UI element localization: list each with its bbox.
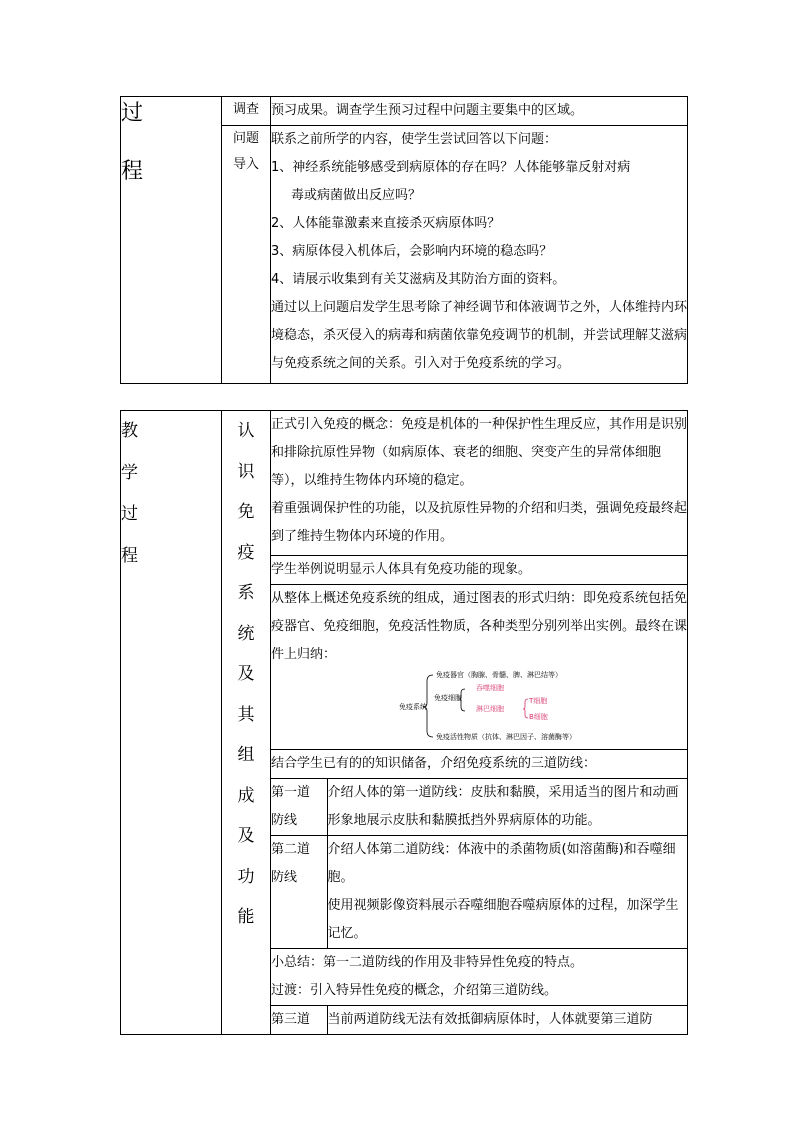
- immune-system-diagram: [271, 669, 687, 749]
- second-line-content: [327, 835, 687, 948]
- question-1: 1、神经系统能够感受到病原体的存在吗？人体能够靠反射对病: [271, 160, 631, 175]
- third-line-text: 当前两道防线无法有效抵御病原体时，人体就要第三道防: [327, 1005, 687, 1034]
- survey-label: 调查: [222, 97, 271, 126]
- question-summary: 通过以上问题启发学生思考除了神经调节和体液调节之外，人体维持内环境稳态，杀灭侵入的病毒和病菌依靠免疫调节的机制，并尝试理解艾滋病与免疫系统之间的关系。引入对于免疫系统的学习。: [271, 300, 688, 371]
- question-intro-content: [271, 126, 688, 384]
- immune-concept-block: [271, 411, 687, 555]
- immune-content-table: [271, 411, 687, 1034]
- process-label: [121, 97, 222, 384]
- first-line-text: 介绍人体的第一道防线：皮肤和黏膜，采用适当的图片和动画形象地展示皮肤和黏膜抵挡外界病原体的功能。: [327, 778, 687, 835]
- diagram-active-substance: 免疫活性物质（抗体、淋巴因子、溶菌酶等）: [436, 732, 576, 741]
- summary-block: [271, 948, 687, 1005]
- process-char-2: 程: [121, 159, 144, 184]
- survey-content: 预习成果。调查学生预习过程中问题主要集中的区域。: [271, 97, 688, 126]
- three-lines-intro: 结合学生已有的的知识储备，介绍免疫系统的三道防线：: [271, 749, 687, 778]
- question-1-cont: 毒或病菌做出反应吗？: [291, 188, 422, 203]
- lesson-process-table: [120, 96, 688, 384]
- question-3: 3、病原体侵入机体后，会影响内环境的稳态吗？: [271, 244, 553, 259]
- immune-emphasis: 着重强调保护性的功能，以及抗原性异物的介绍和归类，强调免疫最终起到了维持生物体内环境的作用。: [271, 501, 688, 544]
- teaching-char-1: 教: [121, 421, 138, 441]
- transition-text: 过渡：引入特异性免疫的概念，介绍第三道防线。: [271, 982, 558, 998]
- immune-concept: 正式引入免疫的概念：免疫是机体的一种保护性生理反应，其作用是识别和排除抗原性异物（如病原体、衰老的细胞、突变产生的异常体细胞等），以维持生物体内环境的稳定。: [271, 417, 688, 488]
- question-intro: 联系之前所学的内容，使学生尝试回答以下问题：: [271, 132, 558, 147]
- diagram-b-cell: B细胞: [529, 712, 548, 721]
- teaching-process-label: [121, 411, 222, 1035]
- teaching-char-2: 学: [121, 462, 138, 483]
- topic-vertical-label: 认 识 免 疫 系 统 及 其 组 成 及 功 能: [222, 411, 271, 1035]
- process-char-1: 过: [121, 101, 144, 126]
- student-example: 学生举例说明显示人体具有免疫功能的现象。: [271, 555, 687, 584]
- diagram-t-cell: T细胞: [529, 696, 548, 705]
- immune-composition: 从整体上概述免疫系统的组成，通过图表的形式归纳：即免疫系统包括免疫器官、免疫细胞，免疫活性物质，各种类型分别列举出实例。最终在课件上归纳：: [271, 590, 688, 662]
- question-2: 2、人体能靠激素来直接杀灭病原体吗？: [271, 216, 501, 231]
- third-line-label: 第三道: [271, 1005, 327, 1034]
- first-line-label: 第一道 防线: [271, 778, 327, 835]
- diagram-phagocyte: 吞噬细胞: [476, 683, 504, 692]
- diagram-lymphocyte: 淋巴细胞: [476, 704, 504, 713]
- summary-text: 小总结：第一二道防线的作用及非特异性免疫的特点。: [271, 954, 584, 970]
- immune-system-table: [120, 410, 688, 1035]
- teaching-char-4: 程: [121, 545, 138, 566]
- diagram-root: 免疫系统: [399, 702, 427, 711]
- second-line-label: 第二道 防线: [271, 835, 327, 948]
- second-line-text: 介绍人体第二道防线：体液中的杀菌物质(如溶菌酶)和吞噬细胞。: [327, 841, 676, 885]
- question-intro-label: 问题 导入: [222, 126, 271, 384]
- second-line-video: 使用视频影像资料展示吞噬细胞吞噬病原体的过程，加深学生记忆。: [327, 897, 679, 941]
- question-4: 4、请展示收集到有关艾滋病及其防治方面的资料。: [271, 272, 566, 287]
- immune-composition-block: [271, 584, 687, 749]
- diagram-organ: 免疫器官（胸腺、骨髓、脾、淋巴结等）: [436, 670, 562, 679]
- diagram-cell: 免疫细胞: [434, 693, 462, 702]
- teaching-char-3: 过: [121, 504, 138, 524]
